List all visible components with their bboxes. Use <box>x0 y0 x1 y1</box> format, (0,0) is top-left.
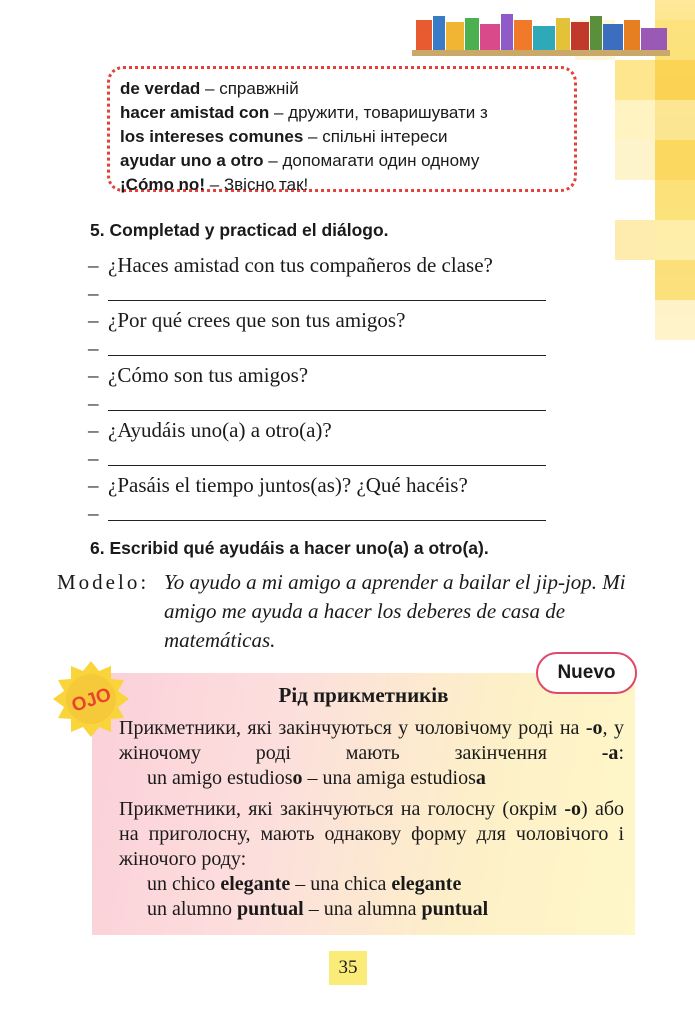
vocab-row: hacer amistad con – дружити, товаришувати з <box>120 103 488 122</box>
vocab-row: de verdad – справжній <box>120 79 299 98</box>
dialog-question: – ¿Cómo son tus amigos? <box>88 363 309 387</box>
dialog-answer-blank[interactable]: – <box>88 445 558 473</box>
grammar-title: Рід прикметників <box>278 683 449 707</box>
grammar-rule-2: Прикметники, які закінчуються на голосну (окрім -o) або на приголосну, мають однакову форму для чоловічого і жіночого роду: <box>119 798 624 870</box>
task-6-title: 6. Escribid qué ayudáis a hacer uno(a) a otro(a). <box>90 538 489 558</box>
grammar-body <box>119 716 624 922</box>
vocabulary-box <box>107 66 577 192</box>
dialog-exercise <box>88 252 558 527</box>
ojo-label: OJO <box>69 684 114 717</box>
page-number: 35 <box>329 951 367 985</box>
dialog-question: – ¿Haces amistad con tus compañeros de clase? <box>88 253 493 277</box>
grammar-example: un chico elegante – una chica elegante <box>147 873 462 895</box>
vocab-row: ayudar uno a otro – допомагати один одному <box>120 151 480 170</box>
grammar-example: un amigo estudioso – una amiga estudiosa <box>147 767 486 789</box>
task-5-title: 5. Completad y practicad el diálogo. <box>90 220 389 240</box>
dialog-answer-blank[interactable]: – <box>88 280 558 308</box>
model-label: Modelo: <box>57 570 150 594</box>
vocab-row: ¡Cómo no! – Звісно так! <box>120 175 309 194</box>
grammar-rule-1: Прикметники, які закінчуються у чоловічому роді на -o, у жіночому роді мають закінчення -a: <box>119 717 624 764</box>
model-text: Yo ayudo a mi amigo a aprender a bailar el jip-jop. Mi amigo me ayuda a hacer los deberes de casa de matemáticas. <box>164 570 626 652</box>
dialog-question: – ¿Ayudáis uno(a) a otro(a)? <box>88 418 332 442</box>
dialog-answer-blank[interactable]: – <box>88 335 558 363</box>
dialog-answer-blank[interactable]: – <box>88 500 558 528</box>
vocab-row: los intereses comunes – спільні інтереси <box>120 127 448 146</box>
dialog-question: – ¿Por qué crees que son tus amigos? <box>88 308 406 332</box>
grammar-example: un alumno puntual – una alumna puntual <box>147 898 489 920</box>
books-shelf-icon <box>412 10 672 58</box>
dialog-question: – ¿Pasáis el tiempo juntos(as)? ¿Qué hacéis? <box>88 473 468 497</box>
nuevo-badge: Nuevo <box>536 652 637 694</box>
dialog-answer-blank[interactable]: – <box>88 390 558 418</box>
